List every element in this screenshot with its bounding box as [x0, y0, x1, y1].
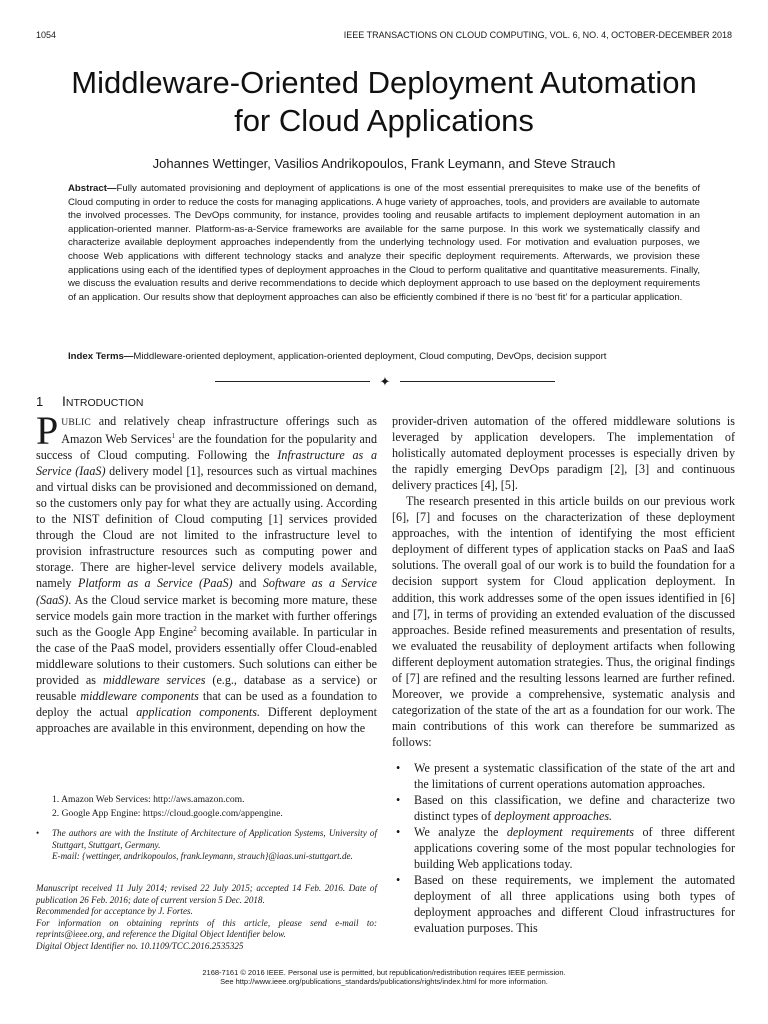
italic-term: middleware components — [80, 688, 199, 703]
paragraph: provider-driven automation of the offered middleware solutions is leveraged by application developers. The implementation of holistically automated deployment processes is especially driven by the rapidly emerging DevOps paradigm [2], [3] and continuous delivery practices [4], [5]. — [392, 414, 735, 493]
body-text: becoming available. In particular in the case of the PaaS model, providers essentially offer Cloud-enabled middleware solutions to their customers. Such solutions can either be provided as — [36, 624, 377, 687]
list-item-text: We present a systematic classification of the state of the art and the limitations of current operations automation approaches. — [414, 760, 735, 792]
bullet-icon: • — [396, 873, 401, 888]
italic-term: deployment approaches. — [494, 809, 613, 824]
section-title-rest: NTRODUCTION — [65, 397, 144, 409]
list-item-text: Based on this classification, we define and characterize two distinct types of — [414, 793, 735, 824]
doi: Digital Object Identifier no. 10.1109/TCC.2016.2535325 — [36, 940, 244, 951]
italic-term: application components. — [136, 704, 261, 719]
body-text: that can be used as a foundation to deploy the actual — [36, 688, 377, 719]
body-text: and relatively cheap infrastructure offerings such as Amazon Web Services — [61, 414, 377, 447]
section-title-initial: I — [62, 393, 66, 409]
italic-term: deployment requirements — [506, 825, 634, 840]
author-list: Johannes Wettinger, Vasilios Andrikopoulos, Frank Leymann, and Steve Strauch — [152, 156, 616, 171]
title-line-1: Middleware-Oriented Deployment Automation — [71, 65, 697, 100]
title-line-2: for Cloud Applications — [234, 103, 534, 138]
index-terms-label: Index Terms— — [68, 351, 134, 362]
copyright-line: 2168-7161 © 2016 IEEE. Personal use is permitted, but republication/redistribution requires IEEE permission. — [202, 968, 566, 977]
list-item — [392, 792, 735, 824]
right-column-body — [392, 413, 735, 937]
affiliation-note — [36, 828, 377, 863]
body-text: and — [232, 576, 263, 591]
journal-header: IEEE TRANSACTIONS ON CLOUD COMPUTING, VOL. 6, NO. 4, OCTOBER-DECEMBER 2018 — [343, 30, 732, 40]
left-column-body — [36, 408, 377, 736]
section-number: 1 — [36, 394, 44, 409]
list-item-text: of three different applications covering some of the most popular technologies for building Web applications today. — [414, 825, 736, 872]
body-text: . As the Cloud service market is becoming more mature, these service models gain more traction in the market with further offerings such as the Google App Engine — [36, 592, 377, 639]
section-heading — [36, 393, 143, 409]
page-number: 1054 — [36, 30, 57, 40]
body-text: Different deployment approaches are available in this environment, depending on how the — [36, 704, 377, 735]
bullet-icon: • — [36, 828, 40, 838]
italic-term: Platform as a Service (PaaS) — [78, 576, 233, 591]
manuscript-info — [36, 883, 377, 953]
italic-term: Software as a Service (SaaS) — [36, 576, 377, 607]
footnote-marker: 1 — [171, 432, 176, 441]
abstract-label: Abstract— — [68, 183, 117, 194]
italic-term: middleware services — [102, 672, 206, 687]
list-item — [392, 872, 735, 936]
drop-cap: P — [36, 408, 59, 453]
index-terms — [68, 350, 700, 363]
divider-diamond-icon: ✦ — [379, 374, 391, 389]
list-item — [392, 760, 735, 792]
small-caps-lead: UBLIC — [61, 417, 92, 428]
rights-link-line: See http://www.ieee.org/publications_standards/publications/rights/index.html for more information. — [220, 977, 548, 986]
affiliation-text: The authors are with the Institute of Architecture of Application Systems, University of Stuttgart, Stuttgart, Germany. — [52, 828, 377, 850]
abstract — [68, 182, 700, 304]
list-item-text: Based on these requirements, we implement the automated deployment of all three applications using both types of deployment approaches and different Cloud infrastructures for evaluation purposes. This — [414, 873, 735, 936]
abstract-text: Fully automated provisioning and deployment of applications is one of the most essential prerequisites to make use of the benefits of Cloud computing in order to reduce the costs for managing applications. A huge variety of approaches, tools, and providers are available to automate the involved processes. The DevOps community, for instance, provides tooling and reusable artifacts to implement deployment automation in an application-oriented manner. Platform-as-a-Service frameworks are available for the same purpose. In this work we systematically classify and characterize available deployment approaches independently from the underlying technology used. For motivation and evaluation purposes, we choose Web applications with different technology stacks and analyze their specific deployment requirements. Afterwards, we provision these applications using each of the identified types of deployment approaches in the Cloud to perform qualitative and quantitative measurements. Finally, we discuss the evaluation results and derive recommendations to decide which deployment approach to use based on the deployment requirements of an application. Our results show that deployment approaches can also be efficiently combined if there is no ‘best fit’ for a particular application. — [68, 183, 700, 303]
running-header — [36, 30, 732, 44]
recommended-by: Recommended for acceptance by J. Fortes. — [36, 906, 193, 917]
copyright-footer — [100, 968, 668, 986]
italic-term: Infrastructure as a Service (IaaS) — [36, 448, 377, 479]
section-divider — [215, 374, 555, 390]
footnote: 2. Google App Engine: https://cloud.google.com/appengine. — [52, 808, 283, 819]
list-item-text: We analyze the — [414, 825, 507, 840]
footnote: 1. Amazon Web Services: http://aws.amazon.com. — [52, 794, 245, 805]
bullet-icon: • — [396, 760, 401, 775]
affiliation-email: E-mail: {wettinger, andrikopoulos, frank.leymann, strauch}@iaas.uni-stuttgart.de. — [52, 851, 353, 862]
reprint-info: For information on obtaining reprints of this article, please send e-mail to: reprints@ieee.org, and reference the Digital Object Identifier below. — [36, 917, 377, 940]
paper-title — [30, 64, 738, 140]
index-terms-text: Middleware-oriented deployment, application-oriented deployment, Cloud computing, DevOps, decision support — [133, 351, 607, 362]
footnotes — [52, 793, 377, 821]
bullet-icon: • — [396, 825, 401, 840]
body-text: are the foundation for the popularity and success of Cloud computing. Following the — [36, 432, 377, 463]
contributions-list — [392, 760, 735, 937]
body-text: delivery model [1], resources such as virtual machines and virtual disks can be provisioned and decommissioned on demand, so the customers only pay for what they are actually using. According to the NIST definition of Cloud computing [1] services provided through the Cloud are not limited to the infrastructure level to provision infrastructure resources such as computing power and storage. There are higher-level service delivery models available, namely — [36, 464, 377, 591]
footnote-marker: 2 — [193, 624, 197, 633]
paragraph: The research presented in this article builds on our previous work [6], [7] and focuses on the characterization of these deployment approaches, with the intention of identifying the most efficient deployment of different types of application stacks on PaaS and IaaS solutions. The overall goal of our work is to build the foundation for a decision support system for Cloud application deployment. In addition, this work addresses some of the open issues identified in [6] and [7], in terms of providing an extended evaluation of the discussed approaches. Beside refined measurements and presentation of results, we evaluated the reusability of deployment artifacts when following different deployment automation strategies. Thus, the original findings of [7] are refined and the resulting lessons learned are further refined. Moreover, we provide a comprehensive, systematic analysis and categorization of the state of the art as a foundation for our work. The main contributions of this work can therefore be summarized as follows: — [392, 494, 735, 749]
manuscript-dates: Manuscript received 11 July 2014; revised 22 July 2015; accepted 14 Feb. 2016. Date of publication 26 Feb. 2016; date of current version 5 Dec. 2018. — [36, 883, 377, 905]
body-text: (e.g., database as a service) or reusable — [36, 672, 377, 703]
list-item — [392, 824, 735, 872]
bullet-icon: • — [396, 793, 401, 808]
